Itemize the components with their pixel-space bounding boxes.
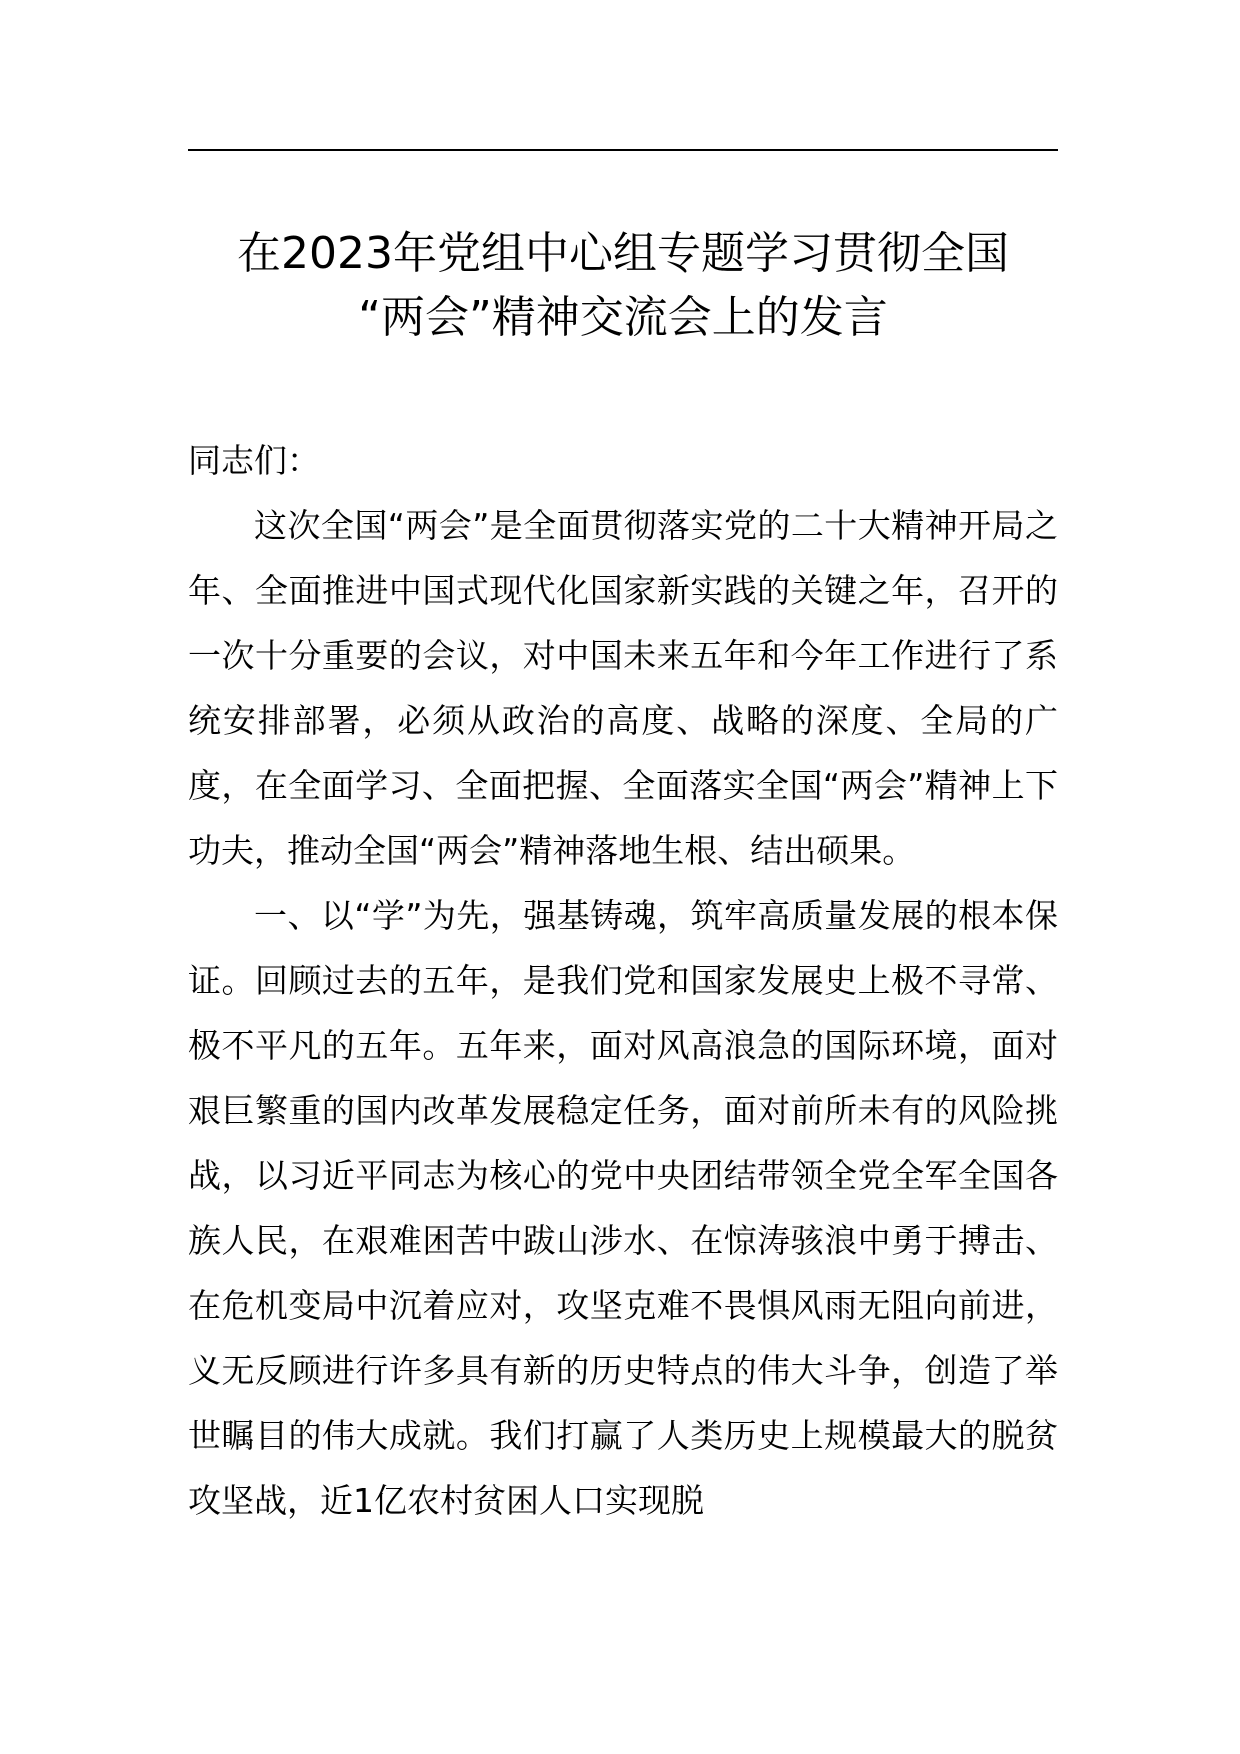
document-title bbox=[188, 222, 1058, 350]
paragraph-1: 这次全国“两会”是全面贯彻落实党的二十大精神开局之年、全面推进中国式现代化国家新实践的关键之年，召开的一次十分重要的会议，对中国未来五年和今年工作进行了系统安排部署，必须从政治的高度、战略的深度、全局的广度，在全面学习、全面把握、全面落实全国“两会”精神上下功夫，推动全国“两会”精神落地生根、结出硕果。 bbox=[188, 506, 1058, 870]
salutation: 同志们： bbox=[188, 441, 320, 480]
header-rule bbox=[188, 149, 1058, 151]
title-line-2: “两会”精神交流会上的发言 bbox=[358, 292, 888, 343]
title-line-1: 在2023年党组中心组专题学习贯彻全国 bbox=[237, 228, 1009, 279]
paragraph-2: 一、以“学”为先，强基铸魂，筑牢高质量发展的根本保证。回顾过去的五年，是我们党和国家发展史上极不寻常、极不平凡的五年。五年来，面对风高浪急的国际环境，面对艰巨繁重的国内改革发展稳定任务，面对前所未有的风险挑战，以习近平同志为核心的党中央团结带领全党全军全国各族人民，在艰难困苦中跋山涉水、在惊涛骇浪中勇于搏击、在危机变局中沉着应对，攻坚克难不畏惧风雨无阻向前进，义无反顾进行许多具有新的历史特点的伟大斗争，创造了举世瞩目的伟大成就。我们打赢了人类历史上规模最大的脱贫攻坚战，近1亿农村贫困人口实现脱 bbox=[188, 896, 1058, 1520]
document-body bbox=[188, 428, 1058, 1533]
